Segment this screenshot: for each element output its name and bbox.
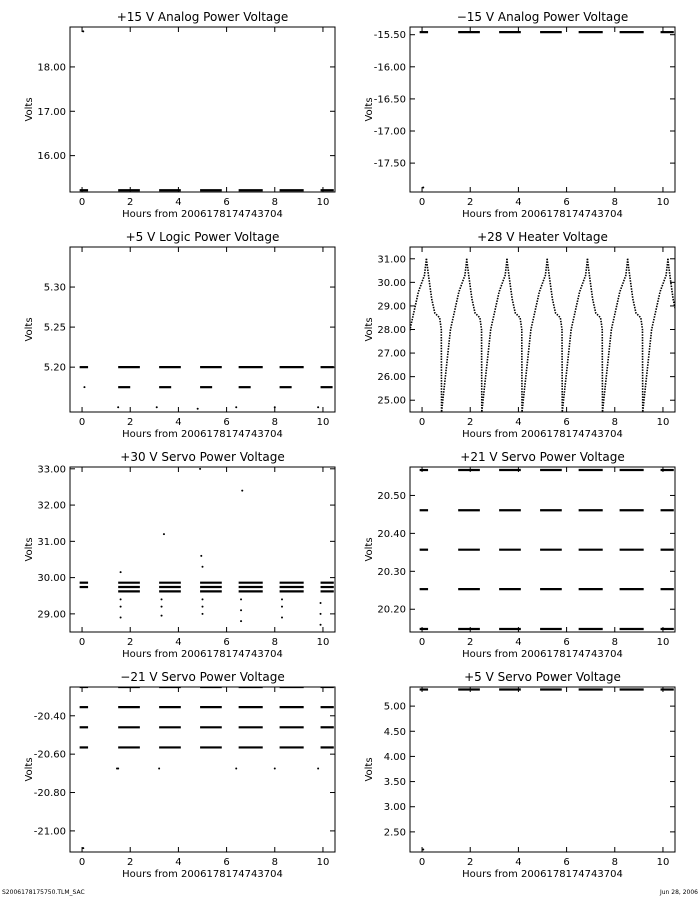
data-point <box>320 613 322 615</box>
y-tick-label: 29.00 <box>37 609 66 621</box>
data-point <box>235 768 237 770</box>
x-tick-label: 4 <box>515 197 522 208</box>
y-tick-label: 31.00 <box>377 254 406 266</box>
data-point <box>320 602 322 604</box>
plot-8 <box>364 670 675 880</box>
data-point <box>240 609 242 611</box>
plot-data <box>386 259 700 412</box>
x-tick-label: 2 <box>467 637 474 648</box>
data-point <box>161 598 163 600</box>
x-tick-label: 6 <box>223 417 230 428</box>
footer-date: Jun 28, 2006 <box>659 889 698 896</box>
x-tick-label: 4 <box>515 857 522 868</box>
data-series-line <box>668 259 700 412</box>
x-tick-label: 6 <box>563 637 570 648</box>
plot-4 <box>364 230 700 440</box>
x-axis-label: Hours from 2006178174743704 <box>122 429 283 440</box>
data-point <box>117 768 119 770</box>
x-axis-label: Hours from 2006178174743704 <box>462 209 623 220</box>
plot-frame <box>410 27 675 192</box>
y-tick-label: 5.20 <box>43 362 66 374</box>
y-tick-label: 5.25 <box>43 322 66 334</box>
data-point <box>120 606 122 608</box>
data-point <box>120 598 122 600</box>
y-axis-label: Volts <box>24 317 35 342</box>
x-tick-label: 6 <box>223 857 230 868</box>
y-tick-label: 3.50 <box>383 777 406 789</box>
y-tick-label: -20.40 <box>33 711 66 723</box>
x-tick-label: 8 <box>271 637 278 648</box>
y-tick-label: 4.00 <box>383 751 406 763</box>
data-point <box>82 847 84 849</box>
data-point <box>120 571 122 573</box>
y-tick-label: 16.00 <box>37 151 66 163</box>
x-tick-label: 6 <box>563 197 570 208</box>
x-tick-label: 6 <box>563 857 570 868</box>
plot-frame <box>410 687 675 852</box>
x-tick-label: 0 <box>418 197 426 208</box>
x-tick-label: 10 <box>656 857 670 868</box>
x-tick-label: 8 <box>271 857 278 868</box>
y-tick-label: 3.00 <box>383 802 406 814</box>
data-point <box>422 848 424 850</box>
y-axis-label: Volts <box>24 537 35 562</box>
plot-6 <box>364 450 675 660</box>
plot-title: +21 V Servo Power Voltage <box>460 450 625 464</box>
data-series-line <box>547 259 587 412</box>
x-tick-label: 8 <box>611 417 618 428</box>
data-point <box>281 606 283 608</box>
plot-title: +30 V Servo Power Voltage <box>120 450 285 464</box>
x-axis-label: Hours from 2006178174743704 <box>122 649 283 660</box>
x-tick-label: 4 <box>515 637 522 648</box>
x-tick-label: 10 <box>316 637 330 648</box>
plot-2 <box>364 10 675 220</box>
data-point <box>202 613 204 615</box>
data-point <box>281 616 283 618</box>
x-tick-label: 2 <box>127 197 134 208</box>
x-tick-label: 8 <box>611 637 618 648</box>
data-point <box>156 406 158 408</box>
data-point <box>240 598 242 600</box>
plot-data <box>80 30 334 190</box>
y-tick-label: -20.80 <box>33 788 66 800</box>
x-tick-label: 0 <box>78 857 86 868</box>
y-axis-label: Volts <box>364 537 375 562</box>
data-point <box>235 406 237 408</box>
x-axis-label: Hours from 2006178174743704 <box>462 869 623 880</box>
y-tick-label: 30.00 <box>377 277 406 289</box>
data-point <box>200 555 202 557</box>
y-tick-label: 29.00 <box>377 301 406 313</box>
x-tick-label: 4 <box>175 417 182 428</box>
y-tick-label: 5.00 <box>383 701 406 713</box>
x-tick-label: 4 <box>175 857 182 868</box>
data-point <box>202 598 204 600</box>
plot-1 <box>24 10 335 220</box>
data-point <box>199 468 201 470</box>
x-tick-label: 10 <box>656 417 670 428</box>
y-tick-label: -17.50 <box>373 158 406 170</box>
x-tick-label: 6 <box>223 197 230 208</box>
y-tick-label: -20.60 <box>33 749 66 761</box>
x-tick-label: 4 <box>175 197 182 208</box>
x-axis-label: Hours from 2006178174743704 <box>462 429 623 440</box>
x-axis-label: Hours from 2006178174743704 <box>462 649 623 660</box>
y-tick-label: 20.40 <box>377 528 406 540</box>
plot-frame <box>70 687 335 852</box>
data-point <box>422 187 424 189</box>
x-tick-label: 0 <box>78 417 86 428</box>
x-tick-label: 8 <box>611 197 618 208</box>
x-tick-label: 4 <box>175 637 182 648</box>
data-point <box>274 406 276 408</box>
y-tick-label: 17.00 <box>37 106 66 118</box>
y-tick-label: 28.00 <box>377 325 406 336</box>
x-axis-label: Hours from 2006178174743704 <box>122 869 283 880</box>
data-point <box>158 768 160 770</box>
y-tick-label: 18.00 <box>37 62 66 74</box>
data-point <box>274 768 276 770</box>
plot-title: +5 V Logic Power Voltage <box>125 230 280 244</box>
plot-title: −15 V Analog Power Voltage <box>456 10 629 24</box>
data-point <box>281 598 283 600</box>
x-tick-label: 6 <box>223 637 230 648</box>
x-tick-label: 2 <box>467 417 474 428</box>
y-tick-label: 5.30 <box>43 282 66 294</box>
y-axis-label: Volts <box>24 757 35 782</box>
data-point <box>317 406 319 408</box>
y-tick-label: -21.00 <box>33 826 66 838</box>
x-tick-label: 8 <box>611 857 618 868</box>
data-point <box>317 768 319 770</box>
x-tick-label: 4 <box>515 417 522 428</box>
data-point <box>163 533 165 535</box>
plot-data <box>420 470 674 629</box>
x-tick-label: 10 <box>656 637 670 648</box>
x-axis-label: Hours from 2006178174743704 <box>122 209 283 220</box>
y-tick-label: 27.00 <box>377 348 406 360</box>
x-tick-label: 10 <box>656 197 670 208</box>
y-tick-label: 20.50 <box>377 490 406 502</box>
x-tick-label: 0 <box>418 857 426 868</box>
data-series-line <box>426 259 466 412</box>
x-tick-label: 0 <box>78 637 86 648</box>
x-tick-label: 2 <box>127 857 134 868</box>
x-tick-label: 8 <box>271 417 278 428</box>
plot-title: +5 V Servo Power Voltage <box>464 670 621 684</box>
x-tick-label: 10 <box>316 857 330 868</box>
y-axis-label: Volts <box>364 317 375 342</box>
x-tick-label: 6 <box>563 417 570 428</box>
data-series-line <box>467 259 507 412</box>
data-point <box>202 566 204 568</box>
data-point <box>202 606 204 608</box>
plot-7 <box>24 670 335 880</box>
plot-3 <box>24 230 335 440</box>
data-point <box>117 406 119 408</box>
y-tick-label: 20.20 <box>377 604 406 616</box>
x-tick-label: 2 <box>467 197 474 208</box>
x-tick-label: 2 <box>467 857 474 868</box>
plot-data <box>420 32 674 188</box>
data-series-line <box>507 259 547 412</box>
y-tick-label: 31.00 <box>37 536 66 548</box>
y-tick-label: -16.50 <box>373 94 406 106</box>
y-tick-label: 30.00 <box>37 573 66 585</box>
y-tick-label: 20.30 <box>377 566 406 578</box>
y-tick-label: 25.00 <box>377 395 406 407</box>
data-point <box>241 490 243 492</box>
plot-title: −21 V Servo Power Voltage <box>120 670 285 684</box>
y-axis-label: Volts <box>24 97 35 122</box>
y-tick-label: -17.00 <box>373 126 406 138</box>
x-tick-label: 10 <box>316 197 330 208</box>
plot-title: +15 V Analog Power Voltage <box>116 10 289 24</box>
plot-data <box>80 468 334 626</box>
y-tick-label: 32.00 <box>37 500 66 512</box>
y-tick-label: -15.50 <box>373 30 406 42</box>
plot-5 <box>24 450 335 660</box>
plot-frame <box>70 27 335 192</box>
data-series-line <box>587 259 627 412</box>
plot-title: +28 V Heater Voltage <box>477 230 608 244</box>
x-tick-label: 2 <box>127 637 134 648</box>
x-tick-label: 2 <box>127 417 134 428</box>
x-tick-label: 0 <box>418 637 426 648</box>
data-point <box>320 624 322 626</box>
data-point <box>82 30 84 32</box>
y-tick-label: 4.50 <box>383 726 406 738</box>
plot-data <box>80 367 334 410</box>
x-tick-label: 0 <box>78 197 86 208</box>
data-series-line <box>628 259 668 412</box>
plot-data <box>80 687 334 849</box>
y-tick-label: 26.00 <box>377 372 406 384</box>
y-axis-label: Volts <box>364 97 375 122</box>
data-point <box>240 620 242 622</box>
y-axis-label: Volts <box>364 757 375 782</box>
data-point <box>120 616 122 618</box>
y-tick-label: -16.00 <box>373 62 406 74</box>
data-point <box>161 615 163 617</box>
x-tick-label: 8 <box>271 197 278 208</box>
y-tick-label: 2.50 <box>383 827 406 839</box>
footer-filename: S2006178175750.TLM_SAC <box>2 889 85 896</box>
x-tick-label: 0 <box>418 417 426 428</box>
data-point <box>83 386 85 388</box>
y-tick-label: 33.00 <box>37 464 66 476</box>
data-point <box>197 408 199 410</box>
x-tick-label: 10 <box>316 417 330 428</box>
data-point <box>161 606 163 608</box>
plot-data <box>420 690 674 851</box>
